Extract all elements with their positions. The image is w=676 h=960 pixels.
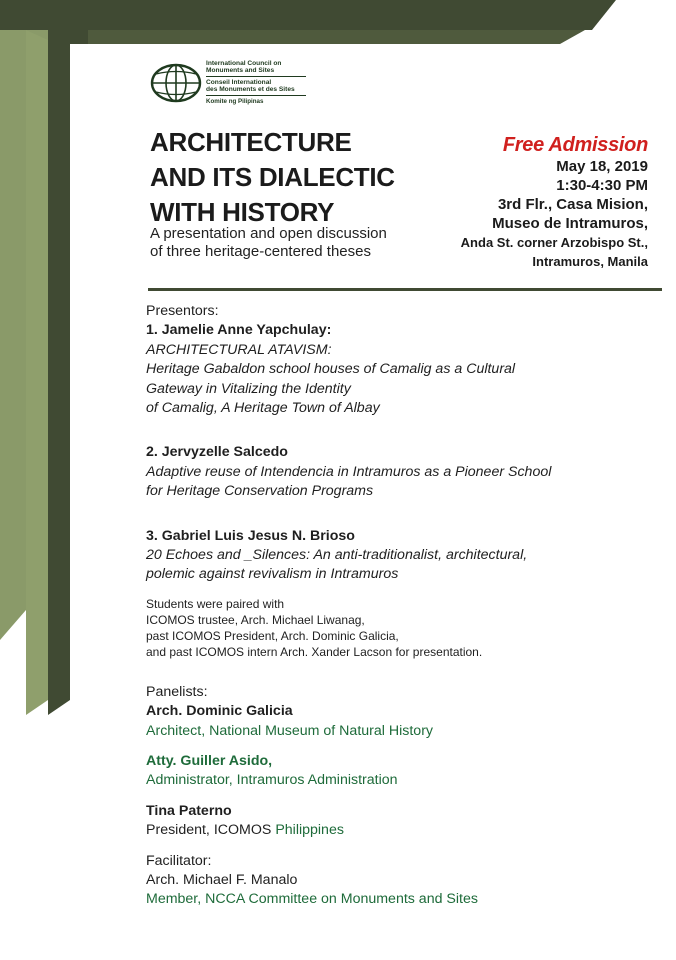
presentor-1-thesis-line-4: of Camalig, A Heritage Town of Albay	[146, 400, 380, 417]
icomos-logo	[150, 60, 320, 110]
event-time: 1:30-4:30 PM	[556, 177, 648, 194]
panelist-3-role-part-1: President, ICOMOS	[146, 822, 276, 839]
frame-top-inner-band	[48, 30, 585, 44]
presentor-2-thesis-line-1: Adaptive reuse of Intendencia in Intramuros as a Pioneer School	[146, 463, 552, 480]
venue-line-2: Museo de Intramuros,	[492, 215, 648, 232]
panelists-heading: Panelists:	[146, 683, 208, 700]
logo-line-4: des Monuments et des Sites	[206, 86, 295, 94]
facilitator-role: Member, NCCA Committee on Monuments and Sites	[146, 891, 478, 908]
facilitator-name: Arch. Michael F. Manalo	[146, 871, 298, 888]
venue-line-1: 3rd Flr., Casa Mision,	[497, 196, 648, 213]
title-line-1: ARCHITECTURE	[150, 127, 352, 157]
presentor-1-thesis-line-3: Gateway in Vitalizing the Identity	[146, 380, 351, 397]
panelist-3-role	[146, 821, 666, 840]
panelist-2-role: Administrator, Intramuros Administration	[146, 772, 398, 789]
frame-top-outer-band	[0, 0, 616, 30]
logo-line-5: Komite ng Pilipinas	[206, 97, 264, 105]
free-admission-label: Free Admission	[502, 134, 648, 156]
program-content	[146, 302, 666, 910]
event-details	[461, 133, 648, 271]
logo-line-1: International Council on	[206, 60, 282, 67]
event-title	[150, 125, 395, 230]
subtitle-line-1: A presentation and open discussion	[150, 225, 387, 242]
facilitator-heading: Facilitator:	[146, 852, 212, 869]
presentor-1	[146, 321, 666, 418]
presentor-2-thesis-line-2: for Heritage Conservation Programs	[146, 483, 374, 500]
globe-icon	[150, 63, 202, 103]
pairing-note	[146, 596, 666, 661]
panelist-3-role-part-2: Philippines	[275, 822, 344, 839]
title-line-3: WITH HISTORY	[150, 197, 335, 227]
logo-line-3: Conseil International	[206, 78, 272, 86]
frame-left-light-band	[0, 30, 26, 640]
note-line-3: past ICOMOS President, Arch. Dominic Galicia,	[146, 629, 399, 644]
presentor-2	[146, 443, 666, 501]
panelist-2-name: Atty. Guiller Asido,	[146, 752, 273, 769]
panelist-1-name: Arch. Dominic Galicia	[146, 703, 293, 720]
presentor-3-thesis-line-1: 20 Echoes and _Silences: An anti-traditionalist, architectural,	[146, 547, 528, 564]
title-line-2: AND ITS DIALECTIC	[150, 162, 395, 192]
frame-left-inner-band	[48, 30, 88, 715]
presentor-3-name: 3. Gabriel Luis Jesus N. Brioso	[146, 527, 355, 544]
note-line-1: Students were paired with	[146, 596, 285, 611]
presentor-1-name: 1. Jamelie Anne Yapchulay:	[146, 322, 332, 339]
panelist-3-name: Tina Paterno	[146, 802, 232, 819]
subtitle-line-2: of three heritage-centered theses	[150, 243, 371, 260]
note-line-4: and past ICOMOS intern Arch. Xander Lacson for presentation.	[146, 645, 483, 660]
logo-line-2: Monuments and Sites	[206, 67, 275, 75]
presentor-1-thesis-line-1: ARCHITECTURAL ATAVISM:	[146, 341, 332, 358]
frame-left-mid-band	[26, 30, 48, 715]
presentor-1-thesis-line-2: Heritage Gabaldon school houses of Camalig as a Cultural	[146, 361, 516, 378]
logo-rule	[206, 76, 306, 77]
event-subtitle	[150, 225, 387, 261]
logo-wordmark	[206, 60, 306, 105]
panelist-1-role: Architect, National Museum of Natural History	[146, 722, 434, 739]
presentors-heading: Presentors:	[146, 303, 219, 319]
section-divider	[148, 288, 662, 291]
venue-line-4: Intramuros, Manila	[532, 254, 648, 269]
presentor-3-thesis-line-2: polemic against revivalism in Intramuros	[146, 566, 399, 583]
logo-rule-2	[206, 95, 306, 96]
presentor-3	[146, 527, 666, 585]
venue-line-3: Anda St. corner Arzobispo St.,	[460, 235, 648, 250]
presentor-2-name: 2. Jervyzelle Salcedo	[146, 444, 288, 461]
event-date: May 18, 2019	[556, 158, 648, 175]
note-line-2: ICOMOS trustee, Arch. Michael Liwanag,	[146, 613, 365, 628]
